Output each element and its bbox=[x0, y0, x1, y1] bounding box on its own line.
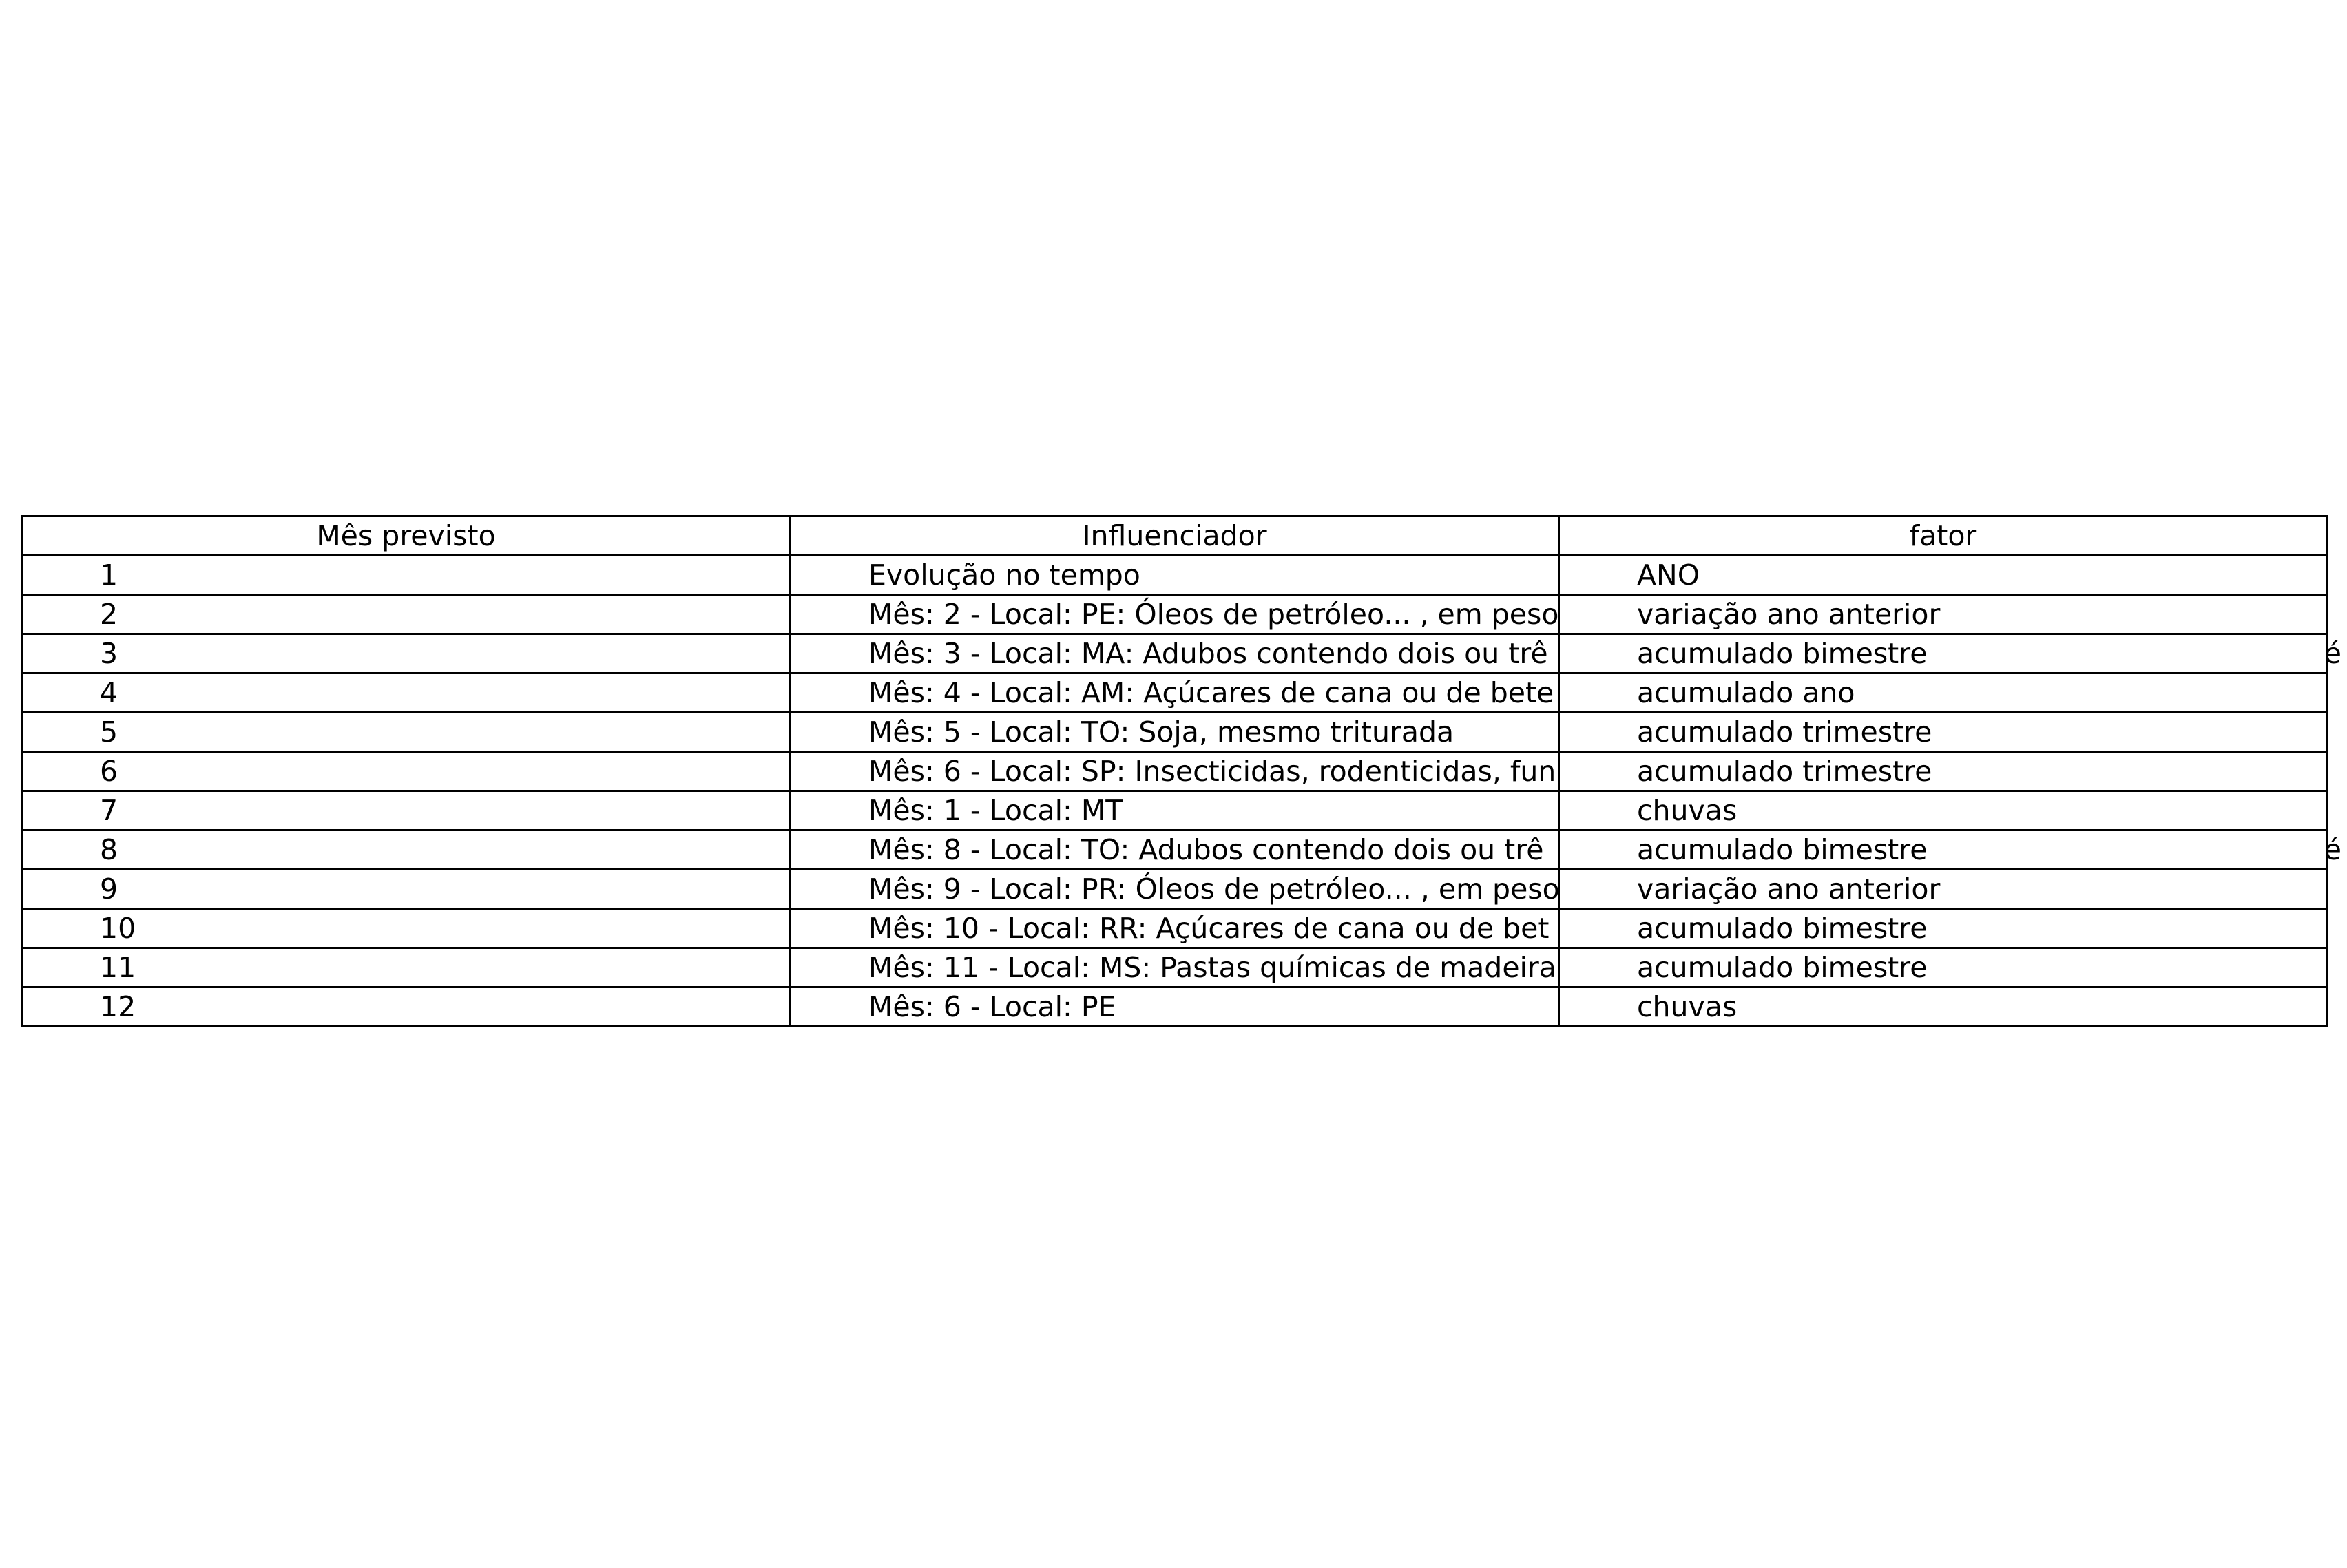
cell-influenciador-text: Mês: 3 - Local: MA: Adubos contendo dois ou trê bbox=[868, 637, 1548, 670]
cell-influenciador bbox=[791, 713, 1559, 752]
cell-influenciador bbox=[791, 830, 1559, 870]
cell-mes-previsto: 9 bbox=[22, 870, 791, 909]
data-table-container bbox=[21, 515, 2341, 1027]
cell-mes-previsto: 7 bbox=[22, 791, 791, 830]
cell-influenciador bbox=[791, 870, 1559, 909]
cell-fator bbox=[1559, 595, 2328, 634]
cell-fator-text: acumulado trimestre bbox=[1637, 755, 1932, 788]
table-row bbox=[22, 595, 2328, 634]
cell-influenciador bbox=[791, 673, 1559, 713]
cell-fator-text: acumulado bimestre bbox=[1637, 637, 1928, 670]
table-row bbox=[22, 830, 2328, 870]
cell-influenciador bbox=[791, 791, 1559, 830]
cell-influenciador-text: Mês: 4 - Local: AM: Açúcares de cana ou de bete bbox=[868, 676, 1554, 709]
cell-fator bbox=[1559, 909, 2328, 948]
header-mes-previsto: Mês previsto bbox=[22, 516, 791, 556]
table-row bbox=[22, 556, 2328, 595]
cell-influenciador-text: Mês: 10 - Local: RR: Açúcares de cana ou de bet bbox=[868, 912, 1550, 945]
cell-influenciador-text: Mês: 5 - Local: TO: Soja, mesmo triturada bbox=[868, 715, 1454, 749]
cell-influenciador-text: Mês: 6 - Local: PE bbox=[868, 990, 1116, 1023]
cell-influenciador-text: Mês: 1 - Local: MT bbox=[868, 794, 1123, 827]
header-row bbox=[22, 516, 2328, 556]
cell-fator bbox=[1559, 948, 2328, 987]
cell-influenciador bbox=[791, 634, 1559, 673]
cell-fator bbox=[1559, 752, 2328, 791]
cell-influenciador bbox=[791, 556, 1559, 595]
cell-fator-text: chuvas bbox=[1637, 990, 1738, 1023]
table-row bbox=[22, 870, 2328, 909]
cell-overflow-glyph: é bbox=[2324, 637, 2341, 670]
header-influenciador: Influenciador bbox=[791, 516, 1559, 556]
cell-fator bbox=[1559, 713, 2328, 752]
cell-fator-text: variação ano anterior bbox=[1637, 872, 1941, 906]
table-row bbox=[22, 673, 2328, 713]
cell-mes-previsto: 3 bbox=[22, 634, 791, 673]
table-body bbox=[22, 556, 2341, 1027]
cell-fator-text: ANO bbox=[1637, 558, 1700, 592]
cell-fator-text: acumulado bimestre bbox=[1637, 912, 1928, 945]
cell-fator-text: acumulado trimestre bbox=[1637, 715, 1932, 749]
cell-fator-text: chuvas bbox=[1637, 794, 1738, 827]
data-table bbox=[21, 515, 2341, 1027]
table-row bbox=[22, 948, 2328, 987]
cell-mes-previsto: 11 bbox=[22, 948, 791, 987]
cell-overflow-glyph: é bbox=[2324, 833, 2341, 866]
cell-mes-previsto: 4 bbox=[22, 673, 791, 713]
cell-influenciador-text: Evolução no tempo bbox=[868, 558, 1140, 592]
cell-influenciador-text: Mês: 2 - Local: PE: Óleos de petróleo... , em peso bbox=[868, 598, 1559, 631]
cell-mes-previsto: 1 bbox=[22, 556, 791, 595]
cell-mes-previsto: 5 bbox=[22, 713, 791, 752]
cell-mes-previsto: 6 bbox=[22, 752, 791, 791]
cell-fator-text: variação ano anterior bbox=[1637, 598, 1941, 631]
cell-influenciador bbox=[791, 948, 1559, 987]
table-row bbox=[22, 909, 2328, 948]
cell-mes-previsto: 10 bbox=[22, 909, 791, 948]
table-header bbox=[22, 516, 2328, 556]
header-fator: fator bbox=[1559, 516, 2328, 556]
table-row bbox=[22, 713, 2328, 752]
table-row bbox=[22, 987, 2328, 1027]
cell-influenciador bbox=[791, 909, 1559, 948]
cell-influenciador-text: Mês: 9 - Local: PR: Óleos de petróleo... , em peso bbox=[868, 872, 1560, 906]
cell-influenciador-text: Mês: 8 - Local: TO: Adubos contendo dois ou trê bbox=[868, 833, 1544, 866]
cell-mes-previsto: 12 bbox=[22, 987, 791, 1027]
cell-influenciador-text: Mês: 6 - Local: SP: Insecticidas, rodenticidas, fun bbox=[868, 755, 1556, 788]
table-row bbox=[22, 752, 2328, 791]
cell-influenciador-text: Mês: 11 - Local: MS: Pastas químicas de madeira bbox=[868, 951, 1556, 984]
cell-fator bbox=[1559, 556, 2328, 595]
table-row bbox=[22, 634, 2328, 673]
cell-fator-text: acumulado bimestre bbox=[1637, 833, 1928, 866]
cell-mes-previsto: 2 bbox=[22, 595, 791, 634]
cell-fator bbox=[1559, 673, 2328, 713]
cell-fator bbox=[1559, 791, 2328, 830]
cell-influenciador bbox=[791, 752, 1559, 791]
cell-fator-text: acumulado ano bbox=[1637, 676, 1855, 709]
table-row bbox=[22, 791, 2328, 830]
cell-fator bbox=[1559, 870, 2328, 909]
cell-fator bbox=[1559, 634, 2341, 673]
cell-influenciador bbox=[791, 595, 1559, 634]
cell-fator-text: acumulado bimestre bbox=[1637, 951, 1928, 984]
cell-influenciador bbox=[791, 987, 1559, 1027]
cell-fator bbox=[1559, 830, 2341, 870]
cell-mes-previsto: 8 bbox=[22, 830, 791, 870]
cell-fator bbox=[1559, 987, 2328, 1027]
